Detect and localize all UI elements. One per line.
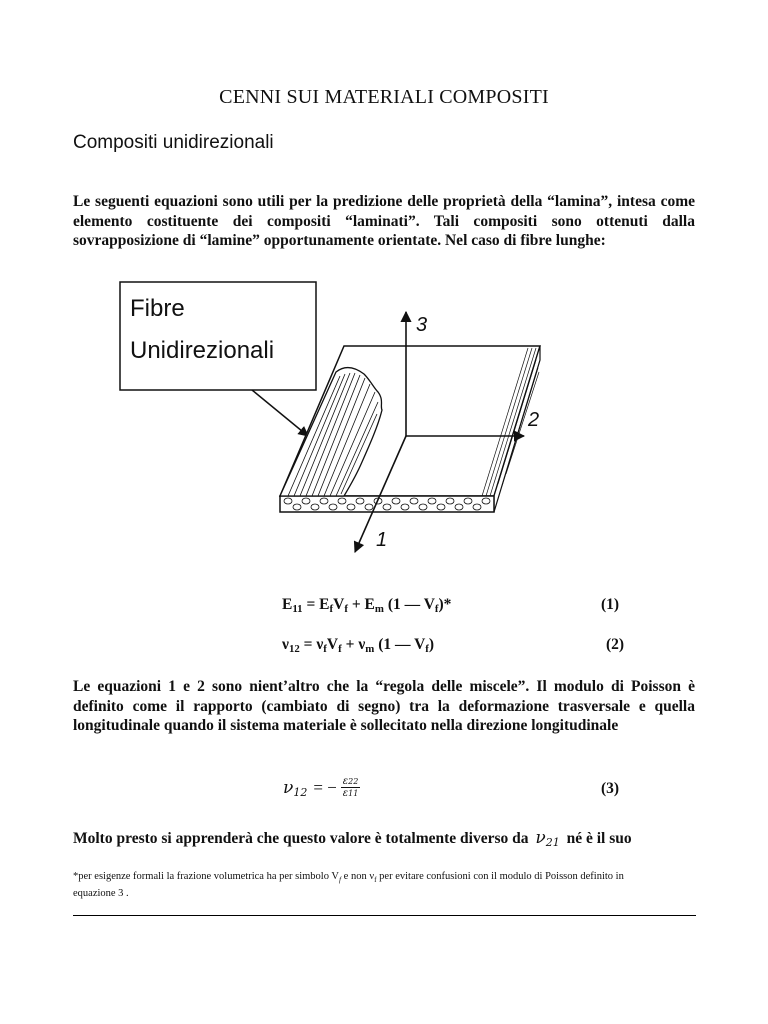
equation-2: $\nu_{12} = \nu_fV_f + \nu_m$ (1 — $V_f$) xyxy=(282,636,435,655)
footnote-part2: e non ν xyxy=(341,871,375,882)
intro-paragraph: Le seguenti equazioni sono utili per la predizione delle proprietà della “lamina”, intesa come elemento costituente dei compositi “laminati”. Tali compositi sono ottenuti dalla sovrapposizione di “lamine” opportunamente orientate. Nel caso di fibre lunghe: xyxy=(73,193,695,249)
label-box-line2: Unidirezionali xyxy=(130,337,275,364)
axis-2-label: 2 xyxy=(528,409,540,431)
closing-text-after: né è il suo xyxy=(566,830,632,847)
equation-1-number: (1) xyxy=(601,596,620,613)
footnote: *per esigenze formali la frazione volumetrica ha per simbolo $V_f$ e non $\nu_f$ per evitare confusioni con il modulo di Poisson definito in equazione 3 . xyxy=(73,871,624,899)
axis-1-label: 1 xyxy=(376,529,388,551)
footnote-line2: equazione 3 . xyxy=(73,888,129,899)
footnote-part3: per evitare confusioni con il modulo di Poisson definito in xyxy=(376,871,624,882)
explanation-paragraph: Le equazioni 1 e 2 sono nient’altro che la “regola delle miscele”. Il modulo di Poisson è definito come il rapporto (cambiato di segno) tra la deformazione trasversale e quella longitudinale quando il sistema materiale è sollecitato nella direzione longitudinale xyxy=(73,678,695,734)
equation-1: $E_{11} = E_fV_f + E_m$ (1 — $V_f)*$ xyxy=(282,596,452,615)
section-title: Compositi unidirezionali xyxy=(73,132,274,153)
equation-2-number: (2) xyxy=(606,636,625,653)
leader-arrow xyxy=(252,390,308,436)
nu-21-symbol: ν21 xyxy=(535,828,560,849)
closing-sentence xyxy=(73,829,713,850)
footnote-rule xyxy=(73,915,696,916)
footnote-part1: *per esigenze formali la frazione volumetrica ha per simbolo V xyxy=(73,871,339,882)
label-box-line1: Fibre xyxy=(130,295,185,322)
lamina-figure xyxy=(112,276,572,566)
equation-3-number: (3) xyxy=(601,780,620,797)
equation-3: ν 12 = − $\frac{\varepsilon 22}{\varepsilon 11}$ xyxy=(283,776,359,799)
page-title: CENNI SUI MATERIALI COMPOSITI xyxy=(219,86,549,108)
closing-text-before: Molto presto si apprenderà che questo valore è totalmente diverso da xyxy=(73,830,529,847)
axis-3-label: 3 xyxy=(416,314,428,336)
